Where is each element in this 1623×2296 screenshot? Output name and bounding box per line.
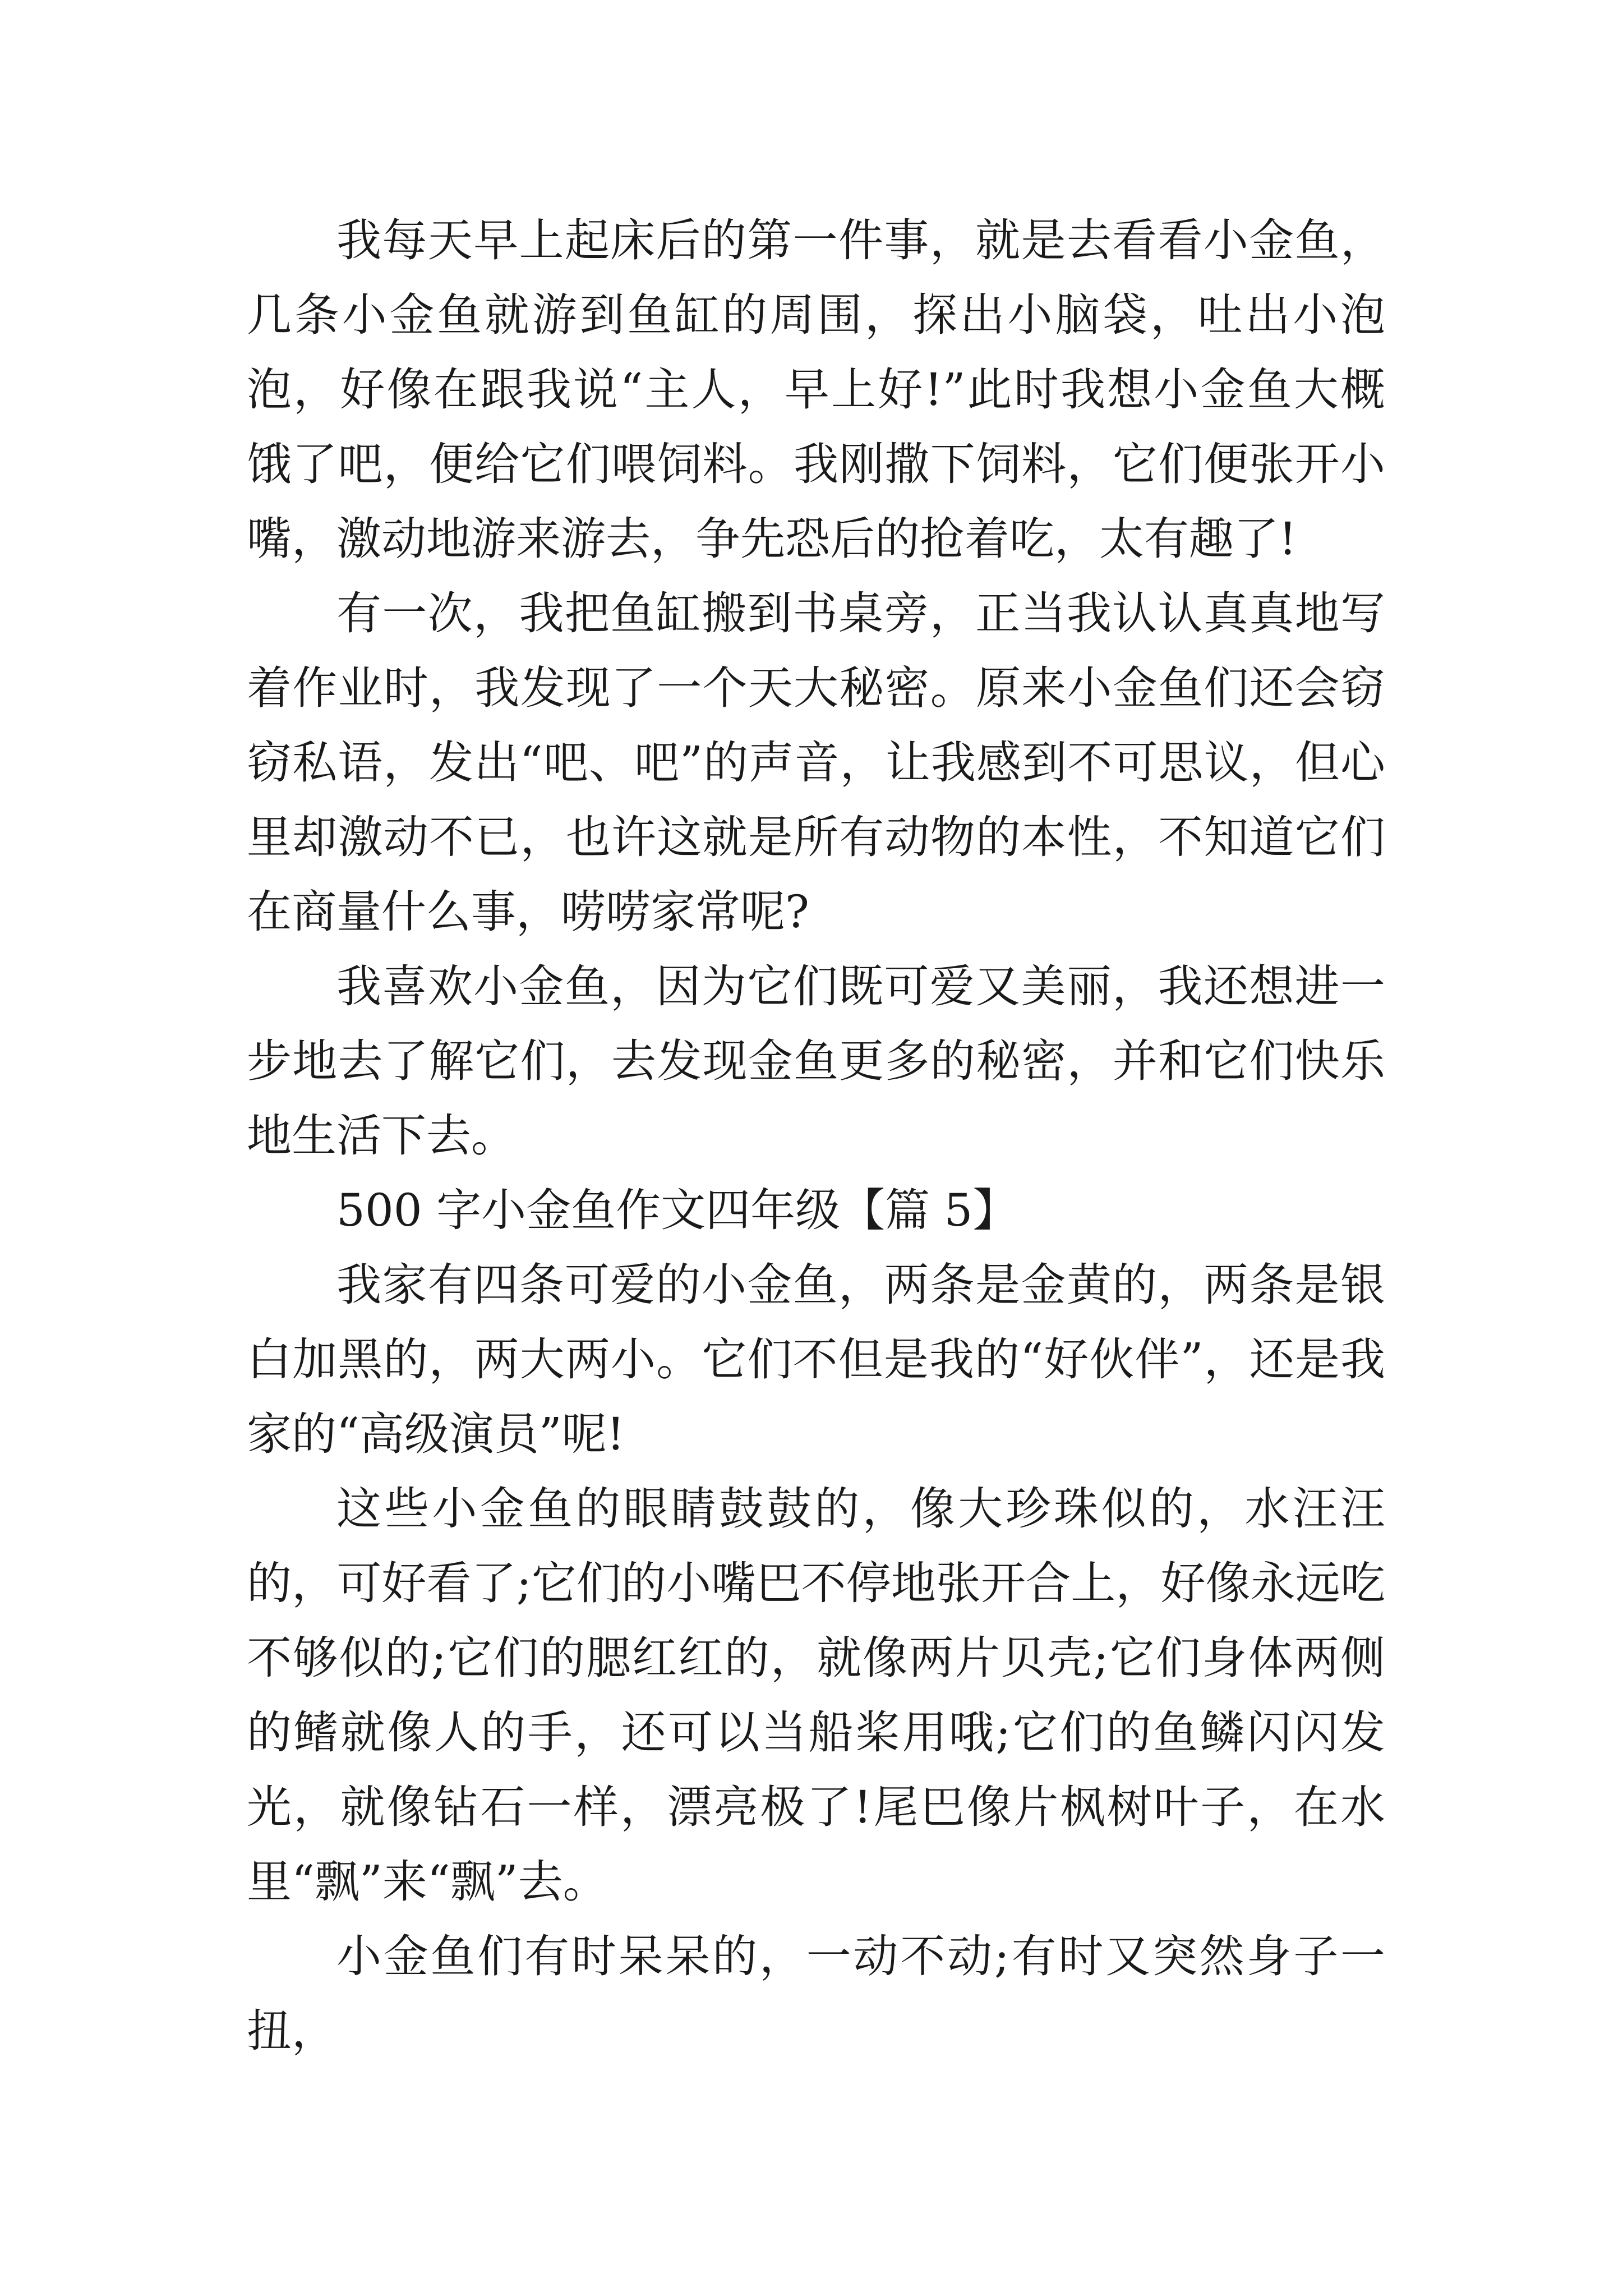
paragraph-morning-feeding: 我每天早上起床后的第一件事，就是去看看小金鱼，几条小金鱼就游到鱼缸的周围，探出小脑袋，吐出小泡泡，好像在跟我说“主人，早上好!”此时我想小金鱼大概饿了吧，便给它们喂饲料。我刚撒下饲料，它们便张开小嘴，激动地游来游去，争先恐后的抢着吃，太有趣了! bbox=[247, 214, 1385, 565]
paragraph-goldfish-behavior: 小金鱼们有时呆呆的，一动不动;有时又突然身子一扭， bbox=[247, 1930, 1385, 2057]
paragraph-four-goldfish: 我家有四条可爱的小金鱼，两条是金黄的，两条是银白加黑的，两大两小。它们不但是我的“好伙伴”，还是我家的“高级演员”呢! bbox=[247, 1259, 1385, 1460]
section-heading: 500 字小金鱼作文四年级【篇 5】 bbox=[336, 1184, 1018, 1236]
paragraph-whispering-secret: 有一次，我把鱼缸搬到书桌旁，正当我认认真真地写着作业时，我发现了一个天大秘密。原来小金鱼们还会窃窃私语，发出“吧、吧”的声音，让我感到不可思议，但心里却激动不已，也许这就是所有动物的本性，不知道它们在商量什么事，唠唠家常呢? bbox=[247, 587, 1385, 938]
essay-text bbox=[247, 203, 1385, 2068]
paragraph-love-goldfish: 我喜欢小金鱼，因为它们既可爱又美丽，我还想进一步地去了解它们，去发现金鱼更多的秘密，并和它们快乐地生活下去。 bbox=[247, 960, 1385, 1162]
paragraph-goldfish-description: 这些小金鱼的眼睛鼓鼓的，像大珍珠似的，水汪汪的，可好看了;它们的小嘴巴不停地张开合上，好像永远吃不够似的;它们的腮红红的，就像两片贝壳;它们身体两侧的鳍就像人的手，还可以当船桨用哦;它们的鱼鳞闪闪发光，就像钻石一样，漂亮极了!尾巴像片枫树叶子，在水里“飘”来“飘”去。 bbox=[247, 1483, 1385, 1908]
